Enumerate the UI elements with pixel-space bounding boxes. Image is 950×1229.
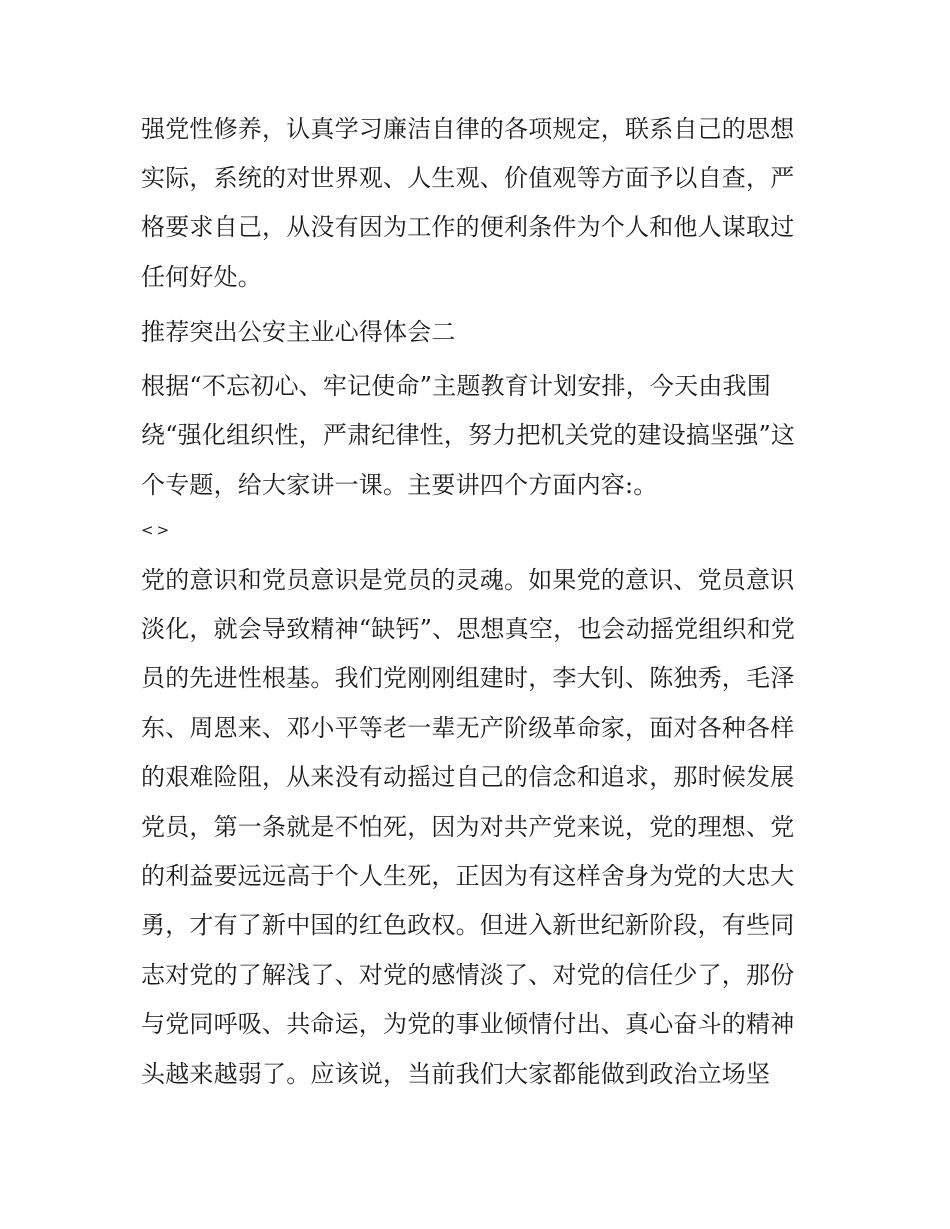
paragraph-line: 的利益要远远高于个人生死，正因为有这样舍身为党的大忠大: [141, 862, 795, 890]
paragraph-line: 志对党的了解浅了、对党的感情淡了、对党的信任少了，那份: [141, 961, 795, 989]
paragraph-line: 实际，系统的对世界观、人生观、价值观等方面予以自查，严: [141, 164, 795, 192]
paragraph-line: 个专题，给大家讲一课。主要讲四个方面内容:。: [141, 471, 658, 499]
section-heading: 推荐突出公安主业心得体会二: [141, 318, 456, 346]
paragraph-line: 强党性修养，认真学习廉洁自律的各项规定，联系自己的思想: [141, 115, 795, 143]
paragraph-line: 党员，第一条就是不怕死，因为对共产党来说，党的理想、党: [141, 813, 795, 841]
paragraph-line: 员的先进性根基。我们党刚刚组建时，李大钊、陈独秀，毛泽: [141, 664, 795, 692]
paragraph-line: 勇，才有了新中国的红色政权。但进入新世纪新阶段，有些同: [141, 911, 795, 939]
paragraph-line: 与党同呼吸、共命运，为党的事业倾情付出、真心奋斗的精神: [141, 1010, 795, 1038]
paragraph-line: 头越来越弱了。应该说，当前我们大家都能做到政治立场坚: [141, 1060, 771, 1088]
angle-bracket-marker: <>: [141, 521, 173, 539]
paragraph-line: 的艰难险阻，从来没有动摇过自己的信念和追求，那时候发展: [141, 763, 795, 791]
paragraph-line: 绕“强化组织性，严肃纪律性，努力把机关党的建设搞坚强”这: [141, 421, 796, 449]
paragraph-line: 党的意识和党员意识是党员的灵魂。如果党的意识、党员意识: [141, 566, 795, 594]
paragraph-line: 淡化，就会导致精神“缺钙”、思想真空，也会动摇党组织和党: [141, 615, 796, 643]
paragraph-line: 格要求自己，从没有因为工作的便利条件为个人和他人谋取过: [141, 213, 795, 241]
paragraph-line: 任何好处。: [141, 263, 262, 291]
paragraph-line: 东、周恩来、邓小平等老一辈无产阶级革命家，面对各种各样: [141, 714, 795, 742]
paragraph-line: 根据“不忘初心、牢记使命”主题教育计划安排，今天由我围: [141, 372, 771, 400]
